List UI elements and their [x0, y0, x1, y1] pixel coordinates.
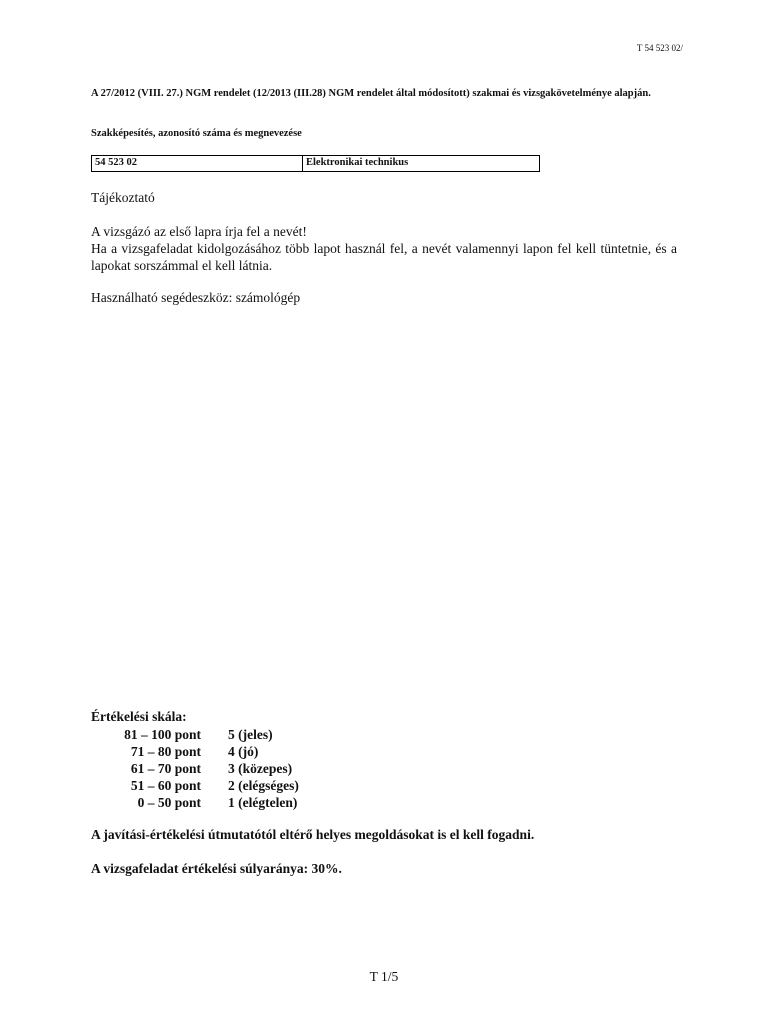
scale-grade: 4 (jó): [228, 744, 259, 759]
scale-points: 61 – 70 pont: [130, 761, 201, 776]
weight-note: A vizsgafeladat értékelési súlyaránya: 30%.: [91, 861, 342, 876]
alternative-solutions-note: A javítási-értékelési útmutatótól eltérő helyes megoldásokat is el kell fogadni.: [91, 827, 535, 842]
scale-grade: 1 (elégtelen): [228, 795, 298, 810]
grading-scale-title: Értékelési skála:: [91, 709, 187, 724]
scale-grade: 3 (közepes): [228, 761, 293, 776]
info-paragraph-name: A vizsgázó az első lapra írja fel a nevét!: [91, 224, 307, 239]
scale-points: 81 – 100 pont: [124, 727, 201, 742]
grading-scale-row: [91, 794, 299, 811]
document-code: T 54 523 02/: [636, 43, 683, 53]
grading-scale: [91, 726, 299, 811]
grading-scale-row: [91, 726, 299, 743]
scale-grade: 2 (elégséges): [228, 778, 299, 793]
grading-scale-row: [91, 760, 299, 777]
info-paragraph-sheets: Ha a vizsgafeladat kidolgozásához több lapot használ fel, a nevét valamennyi lapon fel kell tüntetnie, és a lapokat sorszámmal el kell látnia.: [91, 241, 677, 273]
scale-points: 51 – 60 pont: [130, 778, 201, 793]
info-title: Tájékoztató: [91, 190, 155, 205]
qualification-name: Elektronikai technikus: [306, 157, 409, 168]
allowed-tool: Használható segédeszköz: számológép: [91, 290, 301, 305]
scale-points: 0 – 50 pont: [137, 795, 201, 810]
page-number: T 1/5: [369, 969, 399, 984]
qualification-code: 54 523 02: [92, 156, 303, 171]
regulation-reference: A 27/2012 (VIII. 27.) NGM rendelet (12/2013 (III.28) NGM rendelet által módosított) szakmai és vizsgakövetelménye alapján.: [91, 88, 651, 99]
scale-grade: 5 (jeles): [228, 727, 273, 742]
qualification-table: [91, 155, 540, 172]
scale-points: 71 – 80 pont: [130, 744, 201, 759]
grading-scale-row: [91, 743, 299, 760]
qualification-heading: Szakképesítés, azonosító száma és megnevezése: [91, 128, 302, 139]
grading-scale-row: [91, 777, 299, 794]
